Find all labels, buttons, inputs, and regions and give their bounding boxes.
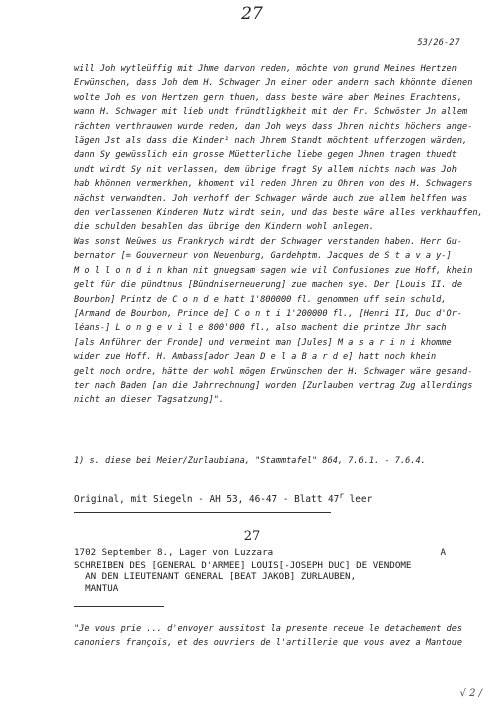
handwritten-corner-mark: √ 2 / <box>459 688 482 699</box>
body-line: [Armand de Bourbon, Prince de] C o n t i 1'200000 fl., [Henri II, Duc d'Or- <box>74 308 463 319</box>
original-note <box>74 491 372 505</box>
body-line: undt wirdt Sy nit verlassen, dem übrige fragt Sy allem nichts nach was Joh <box>74 164 457 175</box>
body-line: bernator [= Gouverneur von Neuenburg, Gardehptm. Jacques de S t a v a y-] <box>74 251 452 262</box>
body-line: gelt für die pündtnus [Bündniserneuerung] zue machen sye. Der [Louis II. de <box>74 280 463 291</box>
dateline <box>74 547 446 558</box>
footnote: 1) s. diese bei Meier/Zurlaubiana, "Stammtafel" 864, 7.6.1. - 7.6.4. <box>74 456 426 466</box>
body-line: nächst verwandten. Joh verhoff der Schwager wärde auch zue allem helffen was <box>74 193 468 204</box>
original-note-text: Original, mit Siegeln - AH 53, 46-47 - Blatt 47 <box>74 494 340 506</box>
body-line: Erwünschen, dass Joh dem H. Schwager Jn einer oder andern sach khönnte dienen <box>74 78 473 89</box>
body-line: Was sonst Neüwes us Frankrych wirdt der Schwager verstanden haben. Herr Gu- <box>74 236 463 247</box>
body-line: rächten verthrauwen wurde reden, dan Joh weys dass Jhren nichts höchers ange- <box>74 121 473 132</box>
title-line: AN DEN LIEUTENANT GENERAL [BEAT JAKOB] ZURLAUBEN, <box>74 571 357 583</box>
body-line: léans-] L o n g e v i l e 800'000 fl., also machent die printze Jhr sach <box>74 323 447 334</box>
quote-line: "Je vous prie ... d'envoyer aussitost la presente receue le detachement des <box>74 624 463 634</box>
dateline-text: 1702 September 8., Lager von Luzzara <box>74 547 274 558</box>
body-line: [als Anführer der Fronde] und vermeint man [Jules] M a s a r i n i khomme <box>74 337 452 348</box>
original-note-superscript: r <box>339 491 344 500</box>
body-line: die schulden besahlen das übrige den Kindern wohl anlegen. <box>74 222 375 233</box>
body-line: lägen Jst als dass die Kinder¹ nach Jhrem Standt möchtent ufferzogen wärden, <box>74 136 468 147</box>
body-line: M o l l o n d i n khan nit gnuegsam sagen wie vil Confusiones zue Hoff, khein <box>74 265 473 276</box>
handwritten-page-number: 27 <box>241 4 263 24</box>
title-line: SCHREIBEN DES [GENERAL D'ARMEE] LOUIS[-JOSEPH DUC] DE VENDOME <box>74 560 412 571</box>
body-line: wann H. Schwager mit lieb undt fründtligkheit mit der Fr. Schwöster Jn allem <box>74 107 468 118</box>
document-title <box>74 560 411 594</box>
body-line: will Joh wytleüffig mit Jhme darvon reden, möchte von grund Meines Hertzen <box>74 64 457 74</box>
short-separator-rule <box>74 606 164 607</box>
quoted-text <box>74 622 462 651</box>
archive-reference: 53/26-27 <box>417 38 460 48</box>
body-line: wider zue Hoff. H. Ambass[ador Jean D e l a B a r d e] hatt noch khein <box>74 352 437 363</box>
body-line: gelt noch ordre, hätte der wohl mögen Erwünschen der H. Schwager wäre gesand- <box>74 366 473 377</box>
separator-rule <box>74 512 331 513</box>
original-note-tail: leer <box>344 494 373 506</box>
body-line: wolte Joh es von Hertzen gern thuen, dass beste wäre aber Meines Erachtens, <box>74 92 463 103</box>
body-line: nicht an dieser Tagsatzung]". <box>74 395 225 406</box>
body-line: ter nach Baden [an die Jahrrechnung] worden [Zurlauben vertrag Zug allerdings <box>74 380 473 391</box>
body-line: Bourbon] Printz de C o n d e hatt 1'800000 fl. genommen uff sein schuld, <box>74 294 447 305</box>
document-number: 27 <box>243 529 261 544</box>
quote-line: canoniers françois, et des ouvriers de l'artillerie que vous avez a Mantoue <box>74 638 463 649</box>
title-line: MANTUA <box>74 582 119 594</box>
body-line: dann Sy gewüsslich ein grosse Müetterliche liebe gegen Jhnen tragen thuedt <box>74 150 457 161</box>
body-line: hab khönnen vermerkhen, khoment vil reden Jhren zu Ohren von des H. Schwagers <box>74 179 473 190</box>
dateline-letter: A <box>440 547 446 558</box>
letter-body <box>74 62 483 408</box>
body-line: den verlassenen Kinderen Nutz wirdt sein, und das beste wäre alles verkhauffen, <box>74 208 483 219</box>
